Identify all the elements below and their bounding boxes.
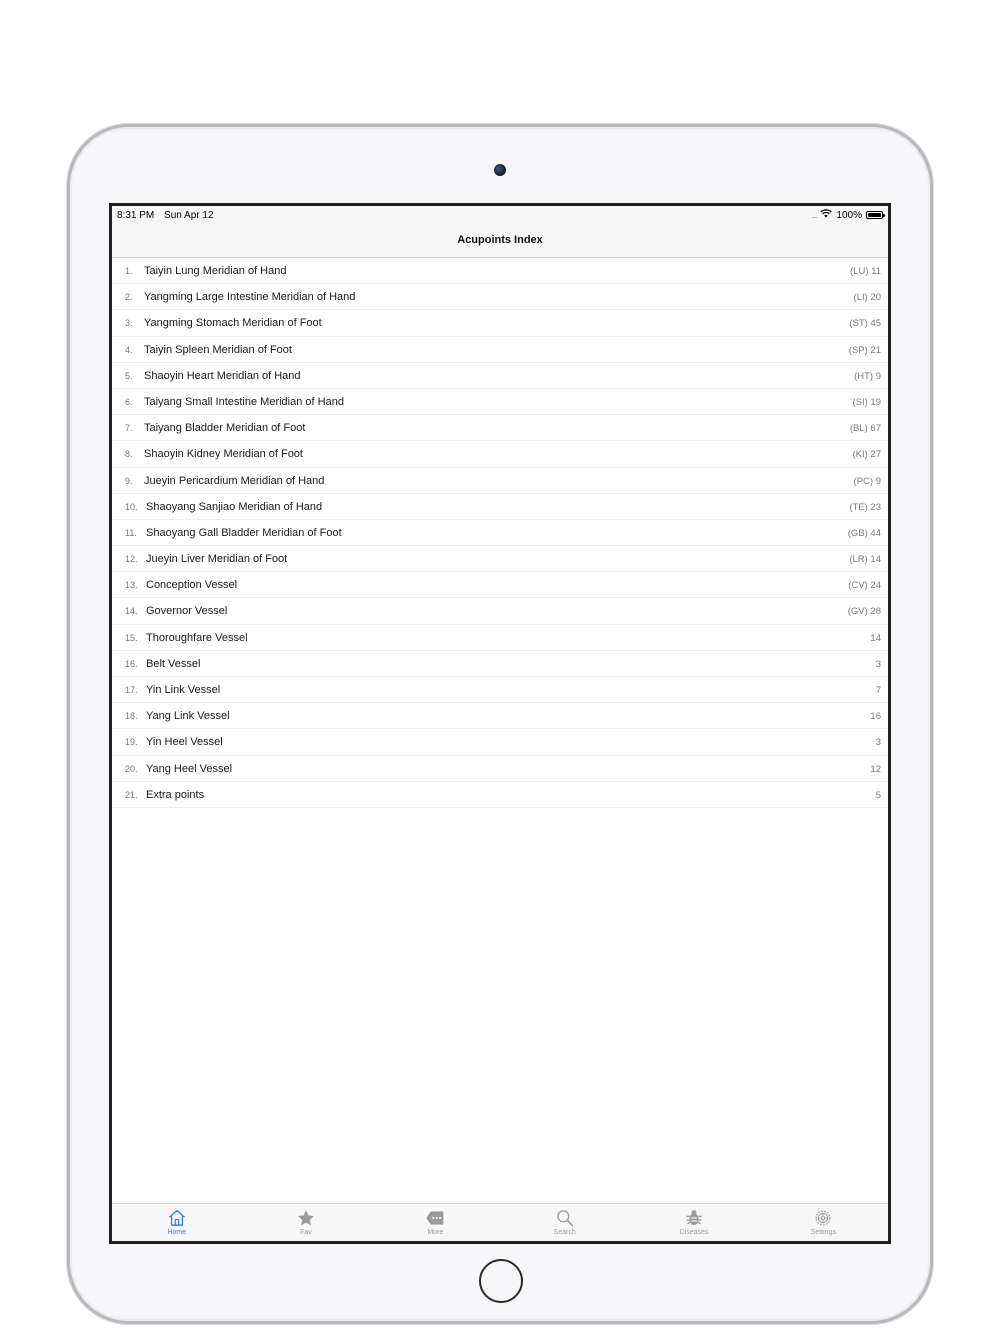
- list-item-number: 13.: [125, 580, 138, 591]
- bug-icon: [629, 1208, 758, 1228]
- list-item-name: Shaoyin Kidney Meridian of Foot: [144, 448, 303, 461]
- list-item[interactable]: [112, 284, 888, 310]
- list-item-count: (LR) 14: [849, 554, 881, 566]
- list-item-number: 4.: [125, 344, 133, 355]
- camera-lens: [494, 164, 506, 176]
- home-hardware-button[interactable]: [479, 1259, 523, 1303]
- list-item-name: Yangming Stomach Meridian of Foot: [144, 317, 322, 330]
- list-item-count: 16: [870, 711, 881, 723]
- list-item[interactable]: [112, 468, 888, 494]
- list-item-name: Shaoyin Heart Meridian of Hand: [144, 369, 301, 382]
- list-item-number: 14.: [125, 606, 138, 617]
- list-item-number: 2.: [125, 292, 133, 303]
- list-item[interactable]: [112, 389, 888, 415]
- list-item[interactable]: [112, 520, 888, 546]
- tab-label: Diseases: [679, 1229, 709, 1236]
- list-item-number: 10.: [125, 501, 138, 512]
- list-item-name: Taiyang Bladder Meridian of Foot: [144, 422, 306, 435]
- list-item-name: Conception Vessel: [146, 579, 238, 592]
- list-item-number: 16.: [125, 658, 138, 669]
- list-item[interactable]: [112, 441, 888, 467]
- status-bar: [112, 206, 888, 224]
- list-item-count: 5: [875, 789, 881, 801]
- page-title: Acupoints Index: [457, 234, 543, 246]
- list-item[interactable]: [112, 677, 888, 703]
- list-item[interactable]: [112, 729, 888, 755]
- list-item-number: 7.: [125, 423, 133, 434]
- navigation-bar: [112, 224, 888, 258]
- list-item-name: Yang Heel Vessel: [146, 762, 233, 775]
- list-item-name: Taiyin Lung Meridian of Hand: [144, 265, 287, 277]
- list-item-number: 18.: [125, 711, 138, 722]
- list-item-name: Extra points: [146, 788, 205, 801]
- home-icon: [112, 1208, 241, 1228]
- list-item[interactable]: [112, 415, 888, 441]
- tab-more[interactable]: [371, 1204, 500, 1241]
- status-time: 8:31 PM: [117, 210, 155, 221]
- list-item-count: (SI) 19: [852, 396, 881, 408]
- list-item[interactable]: [112, 310, 888, 336]
- tab-label: More: [427, 1229, 444, 1236]
- list-item-number: 15.: [125, 632, 138, 643]
- list-item-count: (GV) 28: [847, 606, 881, 618]
- list-item-count: (TE) 23: [849, 501, 881, 513]
- list-item-count: (PC) 9: [853, 475, 881, 487]
- list-item-count: 3: [875, 658, 881, 670]
- list-item-number: 21.: [125, 789, 138, 800]
- star-icon: [241, 1208, 370, 1228]
- list-item-name: Taiyang Small Intestine Meridian of Hand: [144, 395, 344, 408]
- list-item[interactable]: [112, 337, 888, 363]
- status-date: Sun Apr 12: [164, 210, 214, 221]
- list-item-number: 12.: [125, 554, 138, 565]
- list-item[interactable]: [112, 782, 888, 808]
- list-item[interactable]: [112, 651, 888, 677]
- battery-icon: [866, 211, 883, 219]
- list-item-name: Taiyin Spleen Meridian of Foot: [144, 343, 292, 356]
- list-item-number: 19.: [125, 737, 138, 748]
- list-item-number: 5.: [125, 370, 133, 381]
- list-item-count: (LI) 20: [853, 292, 881, 304]
- more-tag-icon: [371, 1208, 500, 1228]
- list-item[interactable]: [112, 598, 888, 624]
- tab-settings[interactable]: [759, 1204, 888, 1241]
- list-item-count: (SP) 21: [848, 344, 881, 356]
- list-item[interactable]: [112, 546, 888, 572]
- list-item-count: (KI) 27: [852, 449, 881, 461]
- list-item-number: 1.: [125, 266, 133, 276]
- list-item-number: 3.: [125, 318, 133, 329]
- list-item-count: (ST) 45: [849, 318, 881, 330]
- list-item-count: 7: [875, 685, 881, 696]
- list-item-name: Yin Link Vessel: [146, 684, 221, 696]
- tab-bar: [112, 1203, 888, 1241]
- list-item-name: Jueyin Liver Meridian of Foot: [146, 553, 288, 566]
- status-right: [812, 209, 883, 221]
- tab-label: Search: [553, 1229, 576, 1236]
- list-item-number: 8.: [125, 449, 133, 460]
- list-item-number: 9.: [125, 475, 133, 486]
- tab-home[interactable]: [112, 1204, 241, 1241]
- signal-icon: ....: [811, 210, 817, 220]
- gear-icon: [759, 1208, 888, 1228]
- tab-diseases[interactable]: [629, 1204, 758, 1241]
- battery-percentage: 100%: [836, 209, 862, 221]
- list-item-name: Thoroughfare Vessel: [146, 631, 248, 644]
- list-item-count: (CV) 24: [848, 580, 881, 592]
- list-item[interactable]: [112, 494, 888, 520]
- status-left: [117, 210, 221, 221]
- list-item-name: Yang Link Vessel: [146, 710, 230, 723]
- list-item-count: (LU) 11: [850, 266, 881, 277]
- list-item-number: 6.: [125, 396, 133, 407]
- list-item-count: (GB) 44: [847, 527, 881, 539]
- list-item-count: 12: [870, 763, 881, 775]
- list-item-count: (HT) 9: [854, 370, 881, 382]
- tab-label: Settings: [810, 1229, 836, 1236]
- list-item-name: Governor Vessel: [146, 605, 228, 618]
- list-item[interactable]: [112, 756, 888, 782]
- list-item-number: 20.: [125, 763, 138, 774]
- list-item[interactable]: [112, 258, 888, 284]
- tab-label: Home: [167, 1229, 186, 1236]
- wifi-icon: [820, 209, 832, 221]
- tab-search[interactable]: [500, 1204, 629, 1241]
- list-item[interactable]: [112, 363, 888, 389]
- list-item-name: Shaoyang Gall Bladder Meridian of Foot: [146, 526, 342, 539]
- list-item-name: Belt Vessel: [146, 657, 201, 670]
- list-item-name: Jueyin Pericardium Meridian of Hand: [144, 474, 325, 487]
- list-item-count: 3: [875, 737, 881, 749]
- list-item-name: Shaoyang Sanjiao Meridian of Hand: [146, 500, 323, 513]
- list-item[interactable]: [112, 703, 888, 729]
- app-screen: [109, 203, 891, 1244]
- tab-fav[interactable]: [241, 1204, 370, 1241]
- list-item[interactable]: [112, 625, 888, 651]
- list-item-number: 11.: [125, 527, 137, 538]
- list-item-name: Yangming Large Intestine Meridian of Hand: [144, 291, 356, 304]
- list-item-count: 14: [870, 632, 881, 644]
- list-item-count: (BL) 67: [849, 423, 881, 435]
- meridian-list: [112, 258, 888, 808]
- list-item-name: Yin Heel Vessel: [146, 736, 223, 749]
- search-icon: [500, 1208, 629, 1228]
- list-item-number: 17.: [125, 685, 138, 695]
- tab-label: Fav: [300, 1229, 312, 1236]
- list-item[interactable]: [112, 572, 888, 598]
